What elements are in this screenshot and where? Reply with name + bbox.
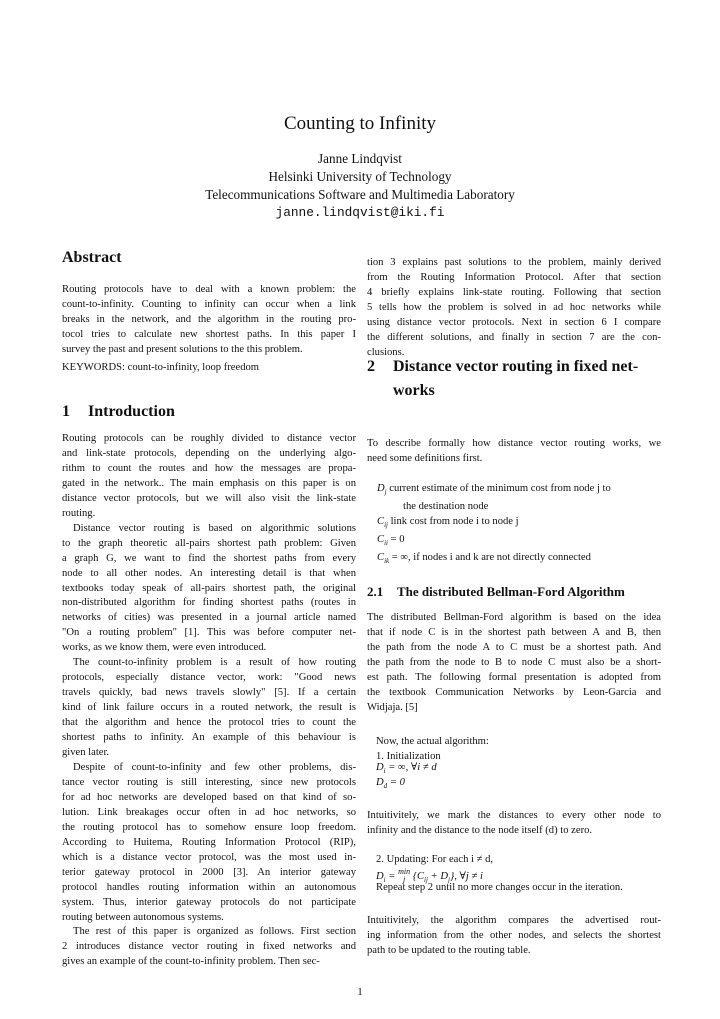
text-line: est path. The following formal presentation is adopted from: [367, 671, 661, 683]
text-line: Routing protocols have to deal with a known problem: the: [62, 284, 356, 295]
text-line: 4 briefly explains link-state routing. Following that section: [367, 286, 661, 298]
text-line: shortest paths to infinity. An example of this behaviour is: [62, 732, 356, 744]
text-line: gives an example of the count-to-infinity problem. Then sec-: [62, 956, 320, 968]
page-number: 1: [357, 986, 363, 998]
definitions-list: [377, 482, 667, 569]
text-line: Intuitivitely, we mark the distances to every other node to: [367, 810, 661, 821]
section-1-title: Introduction: [88, 403, 175, 420]
text-line: routing between autonomous systems.: [62, 911, 224, 923]
text-line: Widjaja. [5]: [367, 701, 418, 713]
init-equation-2: $D_d = 0$: [376, 777, 405, 791]
affiliation-university: Helsinki University of Technology: [268, 169, 452, 184]
init-label: 1. Initialization: [376, 751, 441, 762]
text-line: a graph G, we want to find the shortest paths from every: [62, 552, 356, 564]
text-line: "On a routing problem" [1]. This was before computer net-: [62, 627, 356, 639]
text-line: from the Routing Information Protocol. After that section: [367, 271, 661, 283]
text-line: the different solutions, and finally in section 7 are the con-: [367, 331, 661, 343]
text-line: 2 introduces distance vector routing in fixed networks and: [62, 941, 356, 953]
definition-symbol: $D_j$: [377, 483, 387, 497]
text-line: the path from the node to B to node C must also be a short-: [367, 656, 661, 668]
text-line: textbooks today speak of all-pairs shortest path, the original: [62, 582, 356, 594]
text-line: protocol handles routing information within an autonomous: [62, 881, 356, 893]
text-line: rithm to count the routes and how the messages are propa-: [62, 462, 356, 474]
text-line: breaks in the network, and the algorithm in the routing pro-: [62, 313, 356, 325]
text-line: According to Huitema, Routing Information Protocol (RIP),: [62, 836, 356, 848]
section-2-title-line1: Distance vector routing in fixed net-: [393, 358, 639, 375]
text-line: Routing protocols can be roughly divided to distance vector: [62, 433, 356, 444]
text-line: using distance vector protocols. Next in section 6 I compare: [367, 316, 661, 328]
text-line: works, as we know them, were even introduced.: [62, 642, 267, 654]
text-line: given later.: [62, 747, 110, 759]
text-line: which is a distance vector protocol, was the most used in-: [62, 851, 356, 863]
definition-item: [377, 551, 667, 569]
text-line: that if node C is in the shortest path between A and B, then: [367, 626, 661, 638]
affiliation-lab: Telecommunications Software and Multimedia Laboratory: [205, 187, 515, 202]
update-explanation: [367, 914, 661, 959]
text-line: routing.: [62, 507, 96, 519]
section-1-number: 1: [62, 403, 70, 420]
text-line: need some definitions first.: [367, 452, 483, 464]
text-line: gated in the network.. The main emphasis on this paper is on: [62, 477, 356, 489]
definition-continuation: the destination node: [403, 501, 489, 513]
algorithm-intro: Now, the actual algorithm:: [376, 736, 489, 747]
abstract-body: [62, 283, 356, 358]
text-line: kind of link failure occurs in a routed network, the result is: [62, 702, 356, 714]
section-2-body: [367, 437, 661, 467]
definition-text: = 0: [387, 534, 405, 546]
definition-item: [377, 515, 667, 533]
definition-text: link cost from node i to node j: [387, 516, 519, 528]
text-line: tocol tries to calculate new shortest paths. In this paper I: [62, 328, 356, 340]
definition-symbol: $C_{ik}$: [377, 552, 390, 566]
definition-symbol: $C_{ii}$: [377, 534, 388, 548]
section-2-number: 2: [367, 358, 375, 375]
text-line: The rest of this paper is organized as follows. First section: [73, 926, 356, 938]
init-equation-1: $D_i$ = ∞, ∀i ≠ d: [376, 762, 437, 776]
text-line: the textbook Communication Networks by Leon-Garcia and: [367, 686, 661, 698]
text-line: clusions.: [367, 346, 405, 358]
text-line: to the graph theoretic all-pairs shortest path problem: Given: [62, 537, 356, 549]
author-email: janne.lindqvist@iki.fi: [275, 205, 445, 220]
text-line: travels quickly, bad news travels slowly" [5]. If a certain: [62, 687, 356, 699]
text-line: non-distributed algorithm for finding shortest paths (routes in: [62, 597, 356, 609]
definition-text: = ∞, if nodes i and k are not directly connected: [389, 552, 591, 564]
author-name: Janne Lindqvist: [318, 151, 402, 166]
paper-title: Counting to Infinity: [284, 113, 436, 134]
init-explanation: [367, 809, 661, 839]
section-2-title-line2: works: [393, 382, 435, 399]
text-line: Distance vector routing is based on algorithmic solutions: [73, 522, 356, 534]
text-line: 5 tells how the problem is solved in ad hoc networks while: [367, 301, 661, 313]
text-line: infinity and the distance to the node itself (d) to zero.: [367, 824, 593, 836]
definition-item: [377, 482, 667, 515]
text-line: node to all other nodes. An interesting detail is that when: [62, 567, 356, 579]
text-line: The count-to-infinity problem is a result of how routing: [73, 657, 356, 669]
text-line: count-to-infinity. Counting to infinity can occur when a link: [62, 298, 356, 310]
text-line: The distributed Bellman-Ford algorithm is based on the idea: [367, 612, 661, 623]
text-line: for ad hoc networks are developed based on that kind of so-: [62, 791, 356, 803]
text-line: lution. Link breakages occur often in ad hoc networks, so: [62, 806, 356, 818]
text-line: survey the past and present solutions to the this problem.: [62, 343, 303, 355]
update-label: 2. Updating: For each i ≠ d,: [376, 854, 494, 865]
text-line: the routing protocol has to somehow ensure loop freedom.: [62, 821, 356, 833]
text-line: terior gateway protocol in 2000 [3]. An interior gateway: [62, 866, 356, 878]
definition-symbol: $C_{ij}$: [377, 516, 388, 530]
section-2-1-heading: [367, 584, 625, 600]
update-repeat: Repeat step 2 until no more changes occur in the iteration.: [376, 882, 623, 893]
definition-item: [377, 533, 667, 551]
text-line: distance vector protocols, but we will also visit the link-state: [62, 492, 356, 504]
text-line: system. Thus, interior gateway protocols do not participate: [62, 896, 356, 908]
abstract-heading: Abstract: [62, 249, 122, 266]
section-2-1-number: 2.1: [367, 584, 384, 599]
text-line: To describe formally how distance vector routing works, we: [367, 438, 661, 449]
section-2-heading: [367, 355, 667, 403]
section-2-1-title: The distributed Bellman-Ford Algorithm: [397, 584, 625, 599]
text-line: Intuitivitely, the algorithm compares the advertised rout-: [367, 915, 661, 926]
section-2-1-body: [367, 611, 661, 716]
section-1-heading: [62, 400, 175, 424]
definition-text: current estimate of the minimum cost from node j to: [386, 483, 611, 494]
text-line: the path from the node A to C must be a shortest path. And: [367, 641, 661, 653]
text-line: protocols, especially distance vector, work: "Good news: [62, 672, 356, 684]
text-line: path to be updated to the routing table.: [367, 944, 531, 956]
keywords: KEYWORDS: count-to-infinity, loop freedom: [62, 362, 260, 373]
text-line: Despite of count-to-infinity and few other problems, dis-: [73, 761, 356, 773]
intro-body: [62, 432, 356, 970]
text-line: tance vector routing is still interesting, since new protocols: [62, 776, 356, 788]
update-equation: $D_i = \min$ j $\{C_{ij} + D_j\}$, ∀j ≠ i: [376, 867, 483, 885]
text-line: and link-state protocols, depending on the underlying algo-: [62, 447, 356, 459]
intro-continuation: [367, 256, 661, 361]
text-line: tion 3 explains past solutions to the problem, mainly derived: [367, 257, 661, 268]
text-line: ing information from the other nodes, and selects the shortest: [367, 929, 661, 941]
text-line: that the algorithm and hence the protocol tries to count the: [62, 717, 356, 729]
text-line: networks of cities) was presented in a journal article named: [62, 612, 356, 624]
